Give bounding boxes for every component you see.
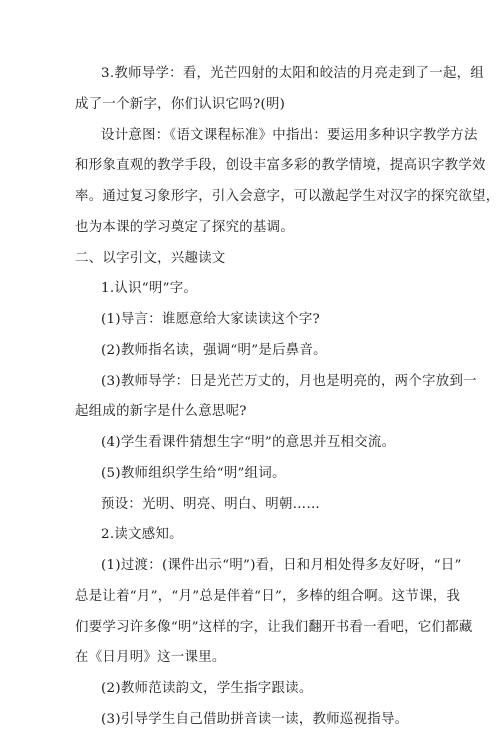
text-line: (3)引导学生自己借助拼音读一读，教师巡视指导。 [101, 712, 409, 727]
text-line: 和形象直观的教学手段，创设丰富多彩的教学情境，提高识字教学效 [75, 158, 486, 173]
text-line: 率。通过复习象形字，引入会意字，可以激起学生对汉字的探究欲望， [75, 189, 500, 204]
section-heading: 二、以字引文，兴趣读文 [75, 251, 226, 266]
text-line: 预设：光明、明亮、明白、明朝…… [101, 497, 321, 512]
text-line: 设计意图：《语文课程标准》中指出：要运用多种识字教学方法 [101, 128, 478, 143]
text-line: (4)学生看课件猜想生字“明”的意思并互相交流。 [101, 435, 396, 450]
text-line: 总是让着“月”，“月”总是伴着“日”，多棒的组合啊。这节课，我 [75, 589, 461, 604]
text-line: (2)教师指名读，强调“明”是后鼻音。 [101, 343, 327, 358]
text-line: 1.认识“明”字。 [101, 281, 198, 296]
text-line: (3)教师导学：日是光芒万丈的，月也是明亮的，两个字放到一 [101, 374, 477, 389]
text-line: 起组成的新字是什么意思呢? [75, 404, 247, 419]
text-line: 也为本课的学习奠定了探究的基调。 [75, 220, 295, 235]
text-line: (2)教师范读韵文，学生指字跟读。 [101, 681, 313, 696]
text-line: 在《日月明》这一课里。 [75, 650, 226, 665]
text-line: (1)导言：谁愿意给大家读读这个字? [101, 312, 321, 327]
text-line: 2.读文感知。 [101, 527, 183, 542]
text-line: 们要学习许多像“明”这样的字，让我们翻开书看一看吧，它们都藏 [75, 620, 473, 635]
text-line: 成了一个新字，你们认识它吗?(明) [75, 97, 286, 112]
text-line: 3.教师导学：看，光芒四射的太阳和皎洁的月亮走到了一起，组 [101, 66, 485, 81]
text-line: (1)过渡：(课件出示“明”)看，日和月相处得多友好呀，“日” [101, 558, 462, 573]
text-line: (5)教师组织学生给“明”组词。 [101, 466, 286, 481]
